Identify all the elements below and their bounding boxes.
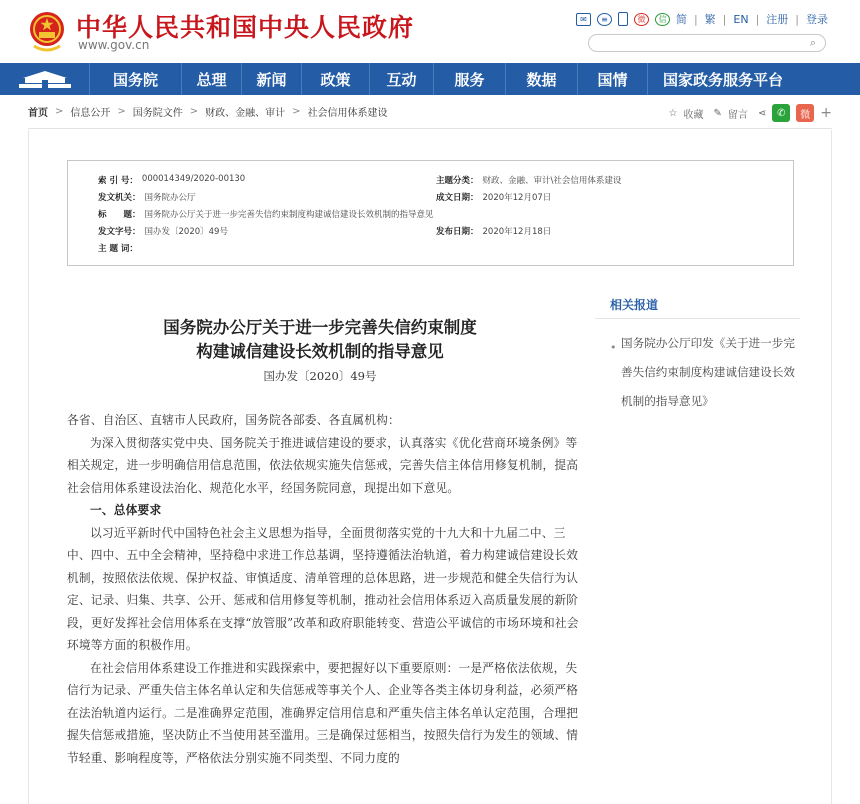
nav-item-policy[interactable]: 政策 bbox=[302, 63, 370, 95]
lang-traditional-link[interactable]: 繁 bbox=[704, 13, 716, 26]
tiananmen-logo-icon[interactable] bbox=[0, 63, 90, 95]
search-icon[interactable]: ⌕ bbox=[809, 36, 816, 49]
breadcrumb-arrow-icon: > bbox=[292, 106, 301, 117]
divider bbox=[28, 128, 832, 129]
meta-issuer-label: 发文机关： bbox=[98, 193, 141, 203]
meta-docno-label: 发文字号： bbox=[98, 227, 141, 237]
document-number: 国办发〔2020〕49号 bbox=[263, 369, 377, 383]
page-title bbox=[95, 316, 545, 364]
meta-issuer bbox=[98, 191, 196, 203]
more-share-button[interactable]: + bbox=[820, 105, 832, 121]
section-heading: 一、总体要求 bbox=[90, 503, 162, 517]
site-header bbox=[0, 0, 860, 62]
search-input[interactable] bbox=[588, 34, 826, 52]
app-icon[interactable]: ≡ bbox=[597, 13, 612, 26]
meta-title-label: 标 题： bbox=[98, 210, 141, 220]
meta-published-label: 发布日期： bbox=[436, 227, 479, 237]
meta-topic-value: 财政、金融、审计\社会信用体系建设 bbox=[482, 176, 622, 186]
pen-icon[interactable]: ✎ bbox=[713, 107, 722, 119]
meta-index-value: 000014349/2020-00130 bbox=[141, 174, 246, 184]
nav-item-interaction[interactable]: 互动 bbox=[370, 63, 434, 95]
meta-created bbox=[436, 191, 551, 203]
meta-keywords-label: 主 题 词： bbox=[98, 244, 138, 254]
national-emblem-icon[interactable] bbox=[28, 10, 66, 52]
login-link[interactable]: 登录 bbox=[806, 13, 828, 26]
related-reports bbox=[595, 283, 800, 416]
favorite-link[interactable]: 收藏 bbox=[683, 109, 704, 121]
document-meta-table bbox=[67, 160, 794, 266]
paragraph: 在社会信用体系建设工作推进和实践探索中，要把握好以下重要原则：一是严格依法依规，失信行为记录、严重失信主体名单认定和失信惩戒等事关个人、企业等各类主体切身利益，必须严格在法治轨道内运行。二是准确界定范围，准确界定信用信息和严重失信主体名单认定范围，合理把握失信惩戒措施，坚决防止不当使用甚至滥用。三是确保过惩相当，按照失信行为发生的领域、情节轻重、影响程度等，严格依法分别实施不同类型、不同力度的 bbox=[67, 660, 579, 765]
lang-en-link[interactable]: EN bbox=[733, 12, 749, 26]
nav-item-state-council[interactable]: 国务院 bbox=[90, 63, 182, 95]
main-nav bbox=[0, 63, 860, 95]
breadcrumb bbox=[28, 104, 388, 119]
meta-docno-value: 国办发〔2020〕49号 bbox=[144, 227, 228, 237]
meta-index bbox=[98, 174, 245, 186]
meta-topic bbox=[436, 174, 621, 186]
bullet-icon: • bbox=[610, 341, 617, 354]
meta-title bbox=[98, 208, 434, 220]
breadcrumb-info-disclosure[interactable]: 信息公开 bbox=[70, 108, 111, 119]
separator: | bbox=[693, 12, 698, 26]
title-line-2: 构建诚信建设长效机制的指导意见 bbox=[196, 342, 444, 361]
breadcrumb-state-council-docs[interactable]: 国务院文件 bbox=[132, 108, 183, 119]
separator: | bbox=[795, 12, 799, 26]
weibo-icon[interactable]: 微 bbox=[634, 13, 649, 26]
site-url[interactable]: www.gov.cn bbox=[78, 38, 150, 52]
meta-keywords bbox=[98, 242, 142, 254]
share-icon[interactable]: ⋖ bbox=[757, 107, 767, 119]
meta-published-value: 2020年12月18日 bbox=[482, 227, 552, 237]
meta-docno bbox=[98, 225, 228, 237]
header-tools bbox=[576, 11, 828, 27]
meta-created-value: 2020年12月07日 bbox=[482, 193, 552, 203]
share-bar bbox=[669, 104, 832, 122]
related-item-link[interactable]: 国务院办公厅印发《关于进一步完善失信约束制度构建诚信建设长效机制的指导意见》 bbox=[621, 336, 795, 408]
separator: | bbox=[722, 12, 727, 26]
meta-index-label: 索 引 号： bbox=[98, 176, 138, 186]
register-link[interactable]: 注册 bbox=[766, 13, 789, 26]
nav-item-services[interactable]: 服务 bbox=[434, 63, 506, 95]
nav-item-news[interactable]: 新闻 bbox=[242, 63, 302, 95]
meta-title-value: 国务院办公厅关于进一步完善失信约束制度构建诚信建设长效机制的指导意见 bbox=[144, 210, 434, 220]
breadcrumb-arrow-icon: > bbox=[55, 106, 64, 117]
related-item[interactable] bbox=[595, 319, 800, 416]
nav-item-gov-service-platform[interactable]: 国家政务服务平台 bbox=[662, 70, 783, 89]
nav-item-data[interactable]: 数据 bbox=[506, 63, 578, 95]
paragraph: 以习近平新时代中国特色社会主义思想为指导，全面贯彻落实党的十九大和十九届二中、三中、四中、五中全会精神，坚持稳中求进工作总基调，坚持遵循法治轨道，着力构建诚信建设长效机制，按照依法依规、保护权益、审慎适度、清单管理的总体思路，进一步规范和健全失信行为认定、记录、归集、共享、公开、惩戒和信用修复等机制，推动社会信用体系迈入高质量发展的新阶段，更好发挥社会信用体系在支撑“放管服”改革和政府职能转变、营造公平诚信的市场环境和社会环境等方面的积极作用。 bbox=[67, 525, 579, 652]
lang-simplified-link[interactable]: 简 bbox=[675, 13, 687, 26]
paragraph: 为深入贯彻落实党中央、国务院关于推进诚信建设的要求，认真落实《优化营商环境条例》等相关规定，进一步明确信用信息范围，依法依规实施失信惩戒，完善失信主体信用修复机制，提高社会信用体系建设法治化、规范化水平，经国务院同意，现提出如下意见。 bbox=[67, 435, 579, 495]
meta-published bbox=[436, 225, 551, 237]
star-icon[interactable]: ☆ bbox=[668, 107, 678, 119]
comment-link[interactable]: 留言 bbox=[727, 109, 748, 121]
breadcrumb-social-credit[interactable]: 社会信用体系建设 bbox=[307, 108, 388, 119]
breadcrumb-arrow-icon: > bbox=[117, 106, 126, 117]
mobile-icon[interactable] bbox=[618, 12, 628, 26]
mail-icon[interactable]: ✉ bbox=[576, 13, 591, 26]
meta-created-label: 成文日期： bbox=[436, 193, 479, 203]
separator: | bbox=[755, 12, 760, 26]
wechat-icon[interactable]: 信 bbox=[655, 13, 670, 26]
addressee: 各省、自治区、直辖市人民政府，国务院各部委、各直属机构： bbox=[67, 413, 400, 427]
article-body bbox=[67, 409, 580, 769]
nav-item-premier[interactable]: 总理 bbox=[182, 63, 242, 95]
breadcrumb-arrow-icon: > bbox=[189, 106, 199, 117]
weibo-share-button[interactable]: 微 bbox=[796, 104, 814, 122]
site-title[interactable]: 中华人民共和国中央人民政府 bbox=[76, 13, 415, 42]
breadcrumb-finance[interactable]: 财政、金融、审计 bbox=[205, 108, 286, 119]
title-line-1: 国务院办公厅关于进一步完善失信约束制度 bbox=[163, 318, 477, 337]
related-heading: 相关报道 bbox=[595, 283, 800, 319]
breadcrumb-home[interactable]: 首页 bbox=[28, 108, 48, 119]
nav-item-national-info[interactable]: 国情 bbox=[578, 63, 648, 95]
meta-issuer-value: 国务院办公厅 bbox=[144, 193, 196, 203]
wechat-share-button[interactable]: ✆ bbox=[772, 104, 790, 122]
meta-topic-label: 主题分类： bbox=[436, 176, 479, 186]
